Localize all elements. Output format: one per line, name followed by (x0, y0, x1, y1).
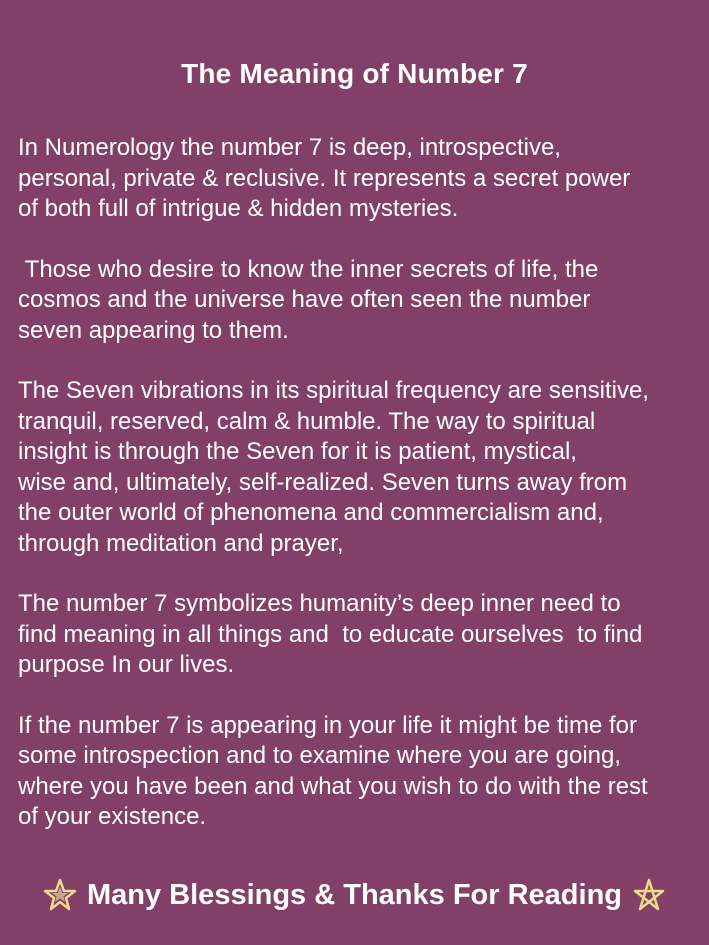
paragraph-2 (18, 255, 698, 347)
paragraph-line: Those who desire to know the inner secrets of life, the (18, 255, 599, 283)
article-body (18, 133, 698, 863)
paragraph-4 (18, 589, 698, 681)
paragraph-line: find meaning in all things and to educate ourselves to find (18, 620, 643, 648)
paragraph-line: tranquil, reserved, calm & humble. The way to spiritual (18, 407, 596, 435)
paragraph-line: where you have been and what you wish to do with the rest (18, 772, 648, 800)
paragraph-line: In Numerology the number 7 is deep, introspective, (18, 134, 561, 161)
paragraph-line: of both full of intrigue & hidden mysteries. (18, 195, 459, 222)
paragraph-line: The Seven vibrations in its spiritual frequency are sensitive, (18, 377, 649, 404)
paragraph-line: some introspection and to examine where you are going, (18, 742, 622, 769)
paragraph-line: of your existence. (18, 803, 207, 830)
paragraph-line: purpose In our lives. (18, 651, 235, 678)
paragraph-line: personal, private & reclusive. It represents a secret power (18, 164, 631, 192)
paragraph-line: the outer world of phenomena and commercialism and, (18, 499, 604, 526)
paragraph-3 (18, 376, 698, 559)
paragraph-line: wise and, ultimately, self-realized. Seven turns away from (18, 468, 628, 496)
footer-text: Many Blessings & Thanks For Reading (87, 878, 622, 911)
star-icon (43, 878, 77, 912)
paragraph-line: insight is through the Seven for it is patient, mystical, (18, 438, 577, 465)
paragraph-line: cosmos and the universe have often seen the number (18, 286, 591, 313)
page-title: The Meaning of Number 7 (181, 58, 528, 89)
paragraph-line: through meditation and prayer, (18, 529, 344, 557)
paragraph-line: seven appearing to them. (18, 316, 289, 344)
paragraph-5 (18, 711, 698, 833)
paragraph-1 (18, 133, 698, 225)
pentagram-icon (632, 878, 666, 912)
paragraph-line: The number 7 symbolizes humanity’s deep inner need to (18, 590, 621, 617)
footer-blessing (0, 870, 709, 920)
paragraph-line: If the number 7 is appearing in your life it might be time for (18, 711, 637, 739)
